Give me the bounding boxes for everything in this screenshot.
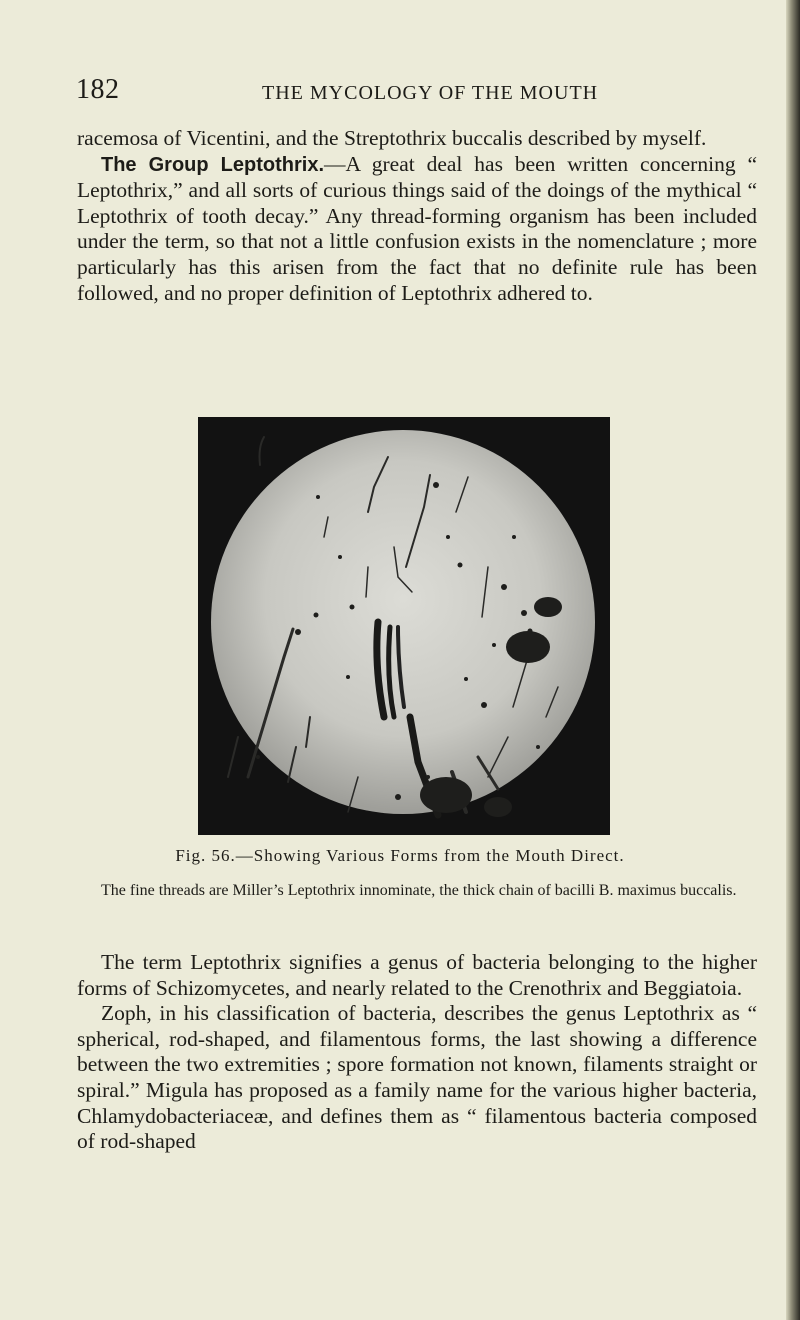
page-edge-shadow — [786, 0, 800, 1320]
page-number: 182 — [76, 74, 120, 105]
paragraph-2 — [77, 152, 757, 307]
bottom-text-block — [77, 950, 757, 1155]
paragraph-3: The term Leptothrix signifies a genus of bacteria belonging to the higher forms of Schizomycetes, and nearly related to the Crenothrix and Beggiatoia. — [77, 950, 757, 1000]
micrograph-figure — [198, 417, 610, 835]
paragraph-2-body: —A great deal has been written concerning “ Leptothrix,” and all sorts of curious things said of the doings of the mythical “ Leptothrix of tooth decay.” Any thread-forming organism has been included under the term, so that not a little confusion exists in the nomenclature ; more particularly has this arisen from the fact that no definite rule has been followed, and no proper definition of Leptothrix adhered to. — [77, 151, 757, 305]
figure-caption-body: The fine threads are Miller’s Leptothrix innominate, the thick chain of bacilli B. maximus buccalis. — [101, 882, 737, 899]
page-header — [0, 74, 800, 114]
top-text-block — [77, 126, 757, 306]
micrograph-image — [198, 417, 610, 835]
figure-caption-title: Fig. 56.—Showing Various Forms from the Mouth Direct. — [175, 846, 625, 865]
paragraph-1: racemosa of Vicentini, and the Streptothrix buccalis described by myself. — [77, 126, 707, 150]
running-head: THE MYCOLOGY OF THE MOUTH — [262, 82, 599, 104]
section-heading: The Group Leptothrix. — [101, 153, 325, 176]
paragraph-4: Zoph, in his classification of bacteria, describes the genus Leptothrix as “ spherical, rod-shaped, and filamentous forms, the last showing a difference between the two extremities ; spore formation not known, filaments straight or spiral.” Migula has proposed as a family name for the various higher bacteria, Chlamydobacteriaceæ, and defines them as “ filamentous bacteria composed of rod-shaped — [77, 1001, 757, 1154]
